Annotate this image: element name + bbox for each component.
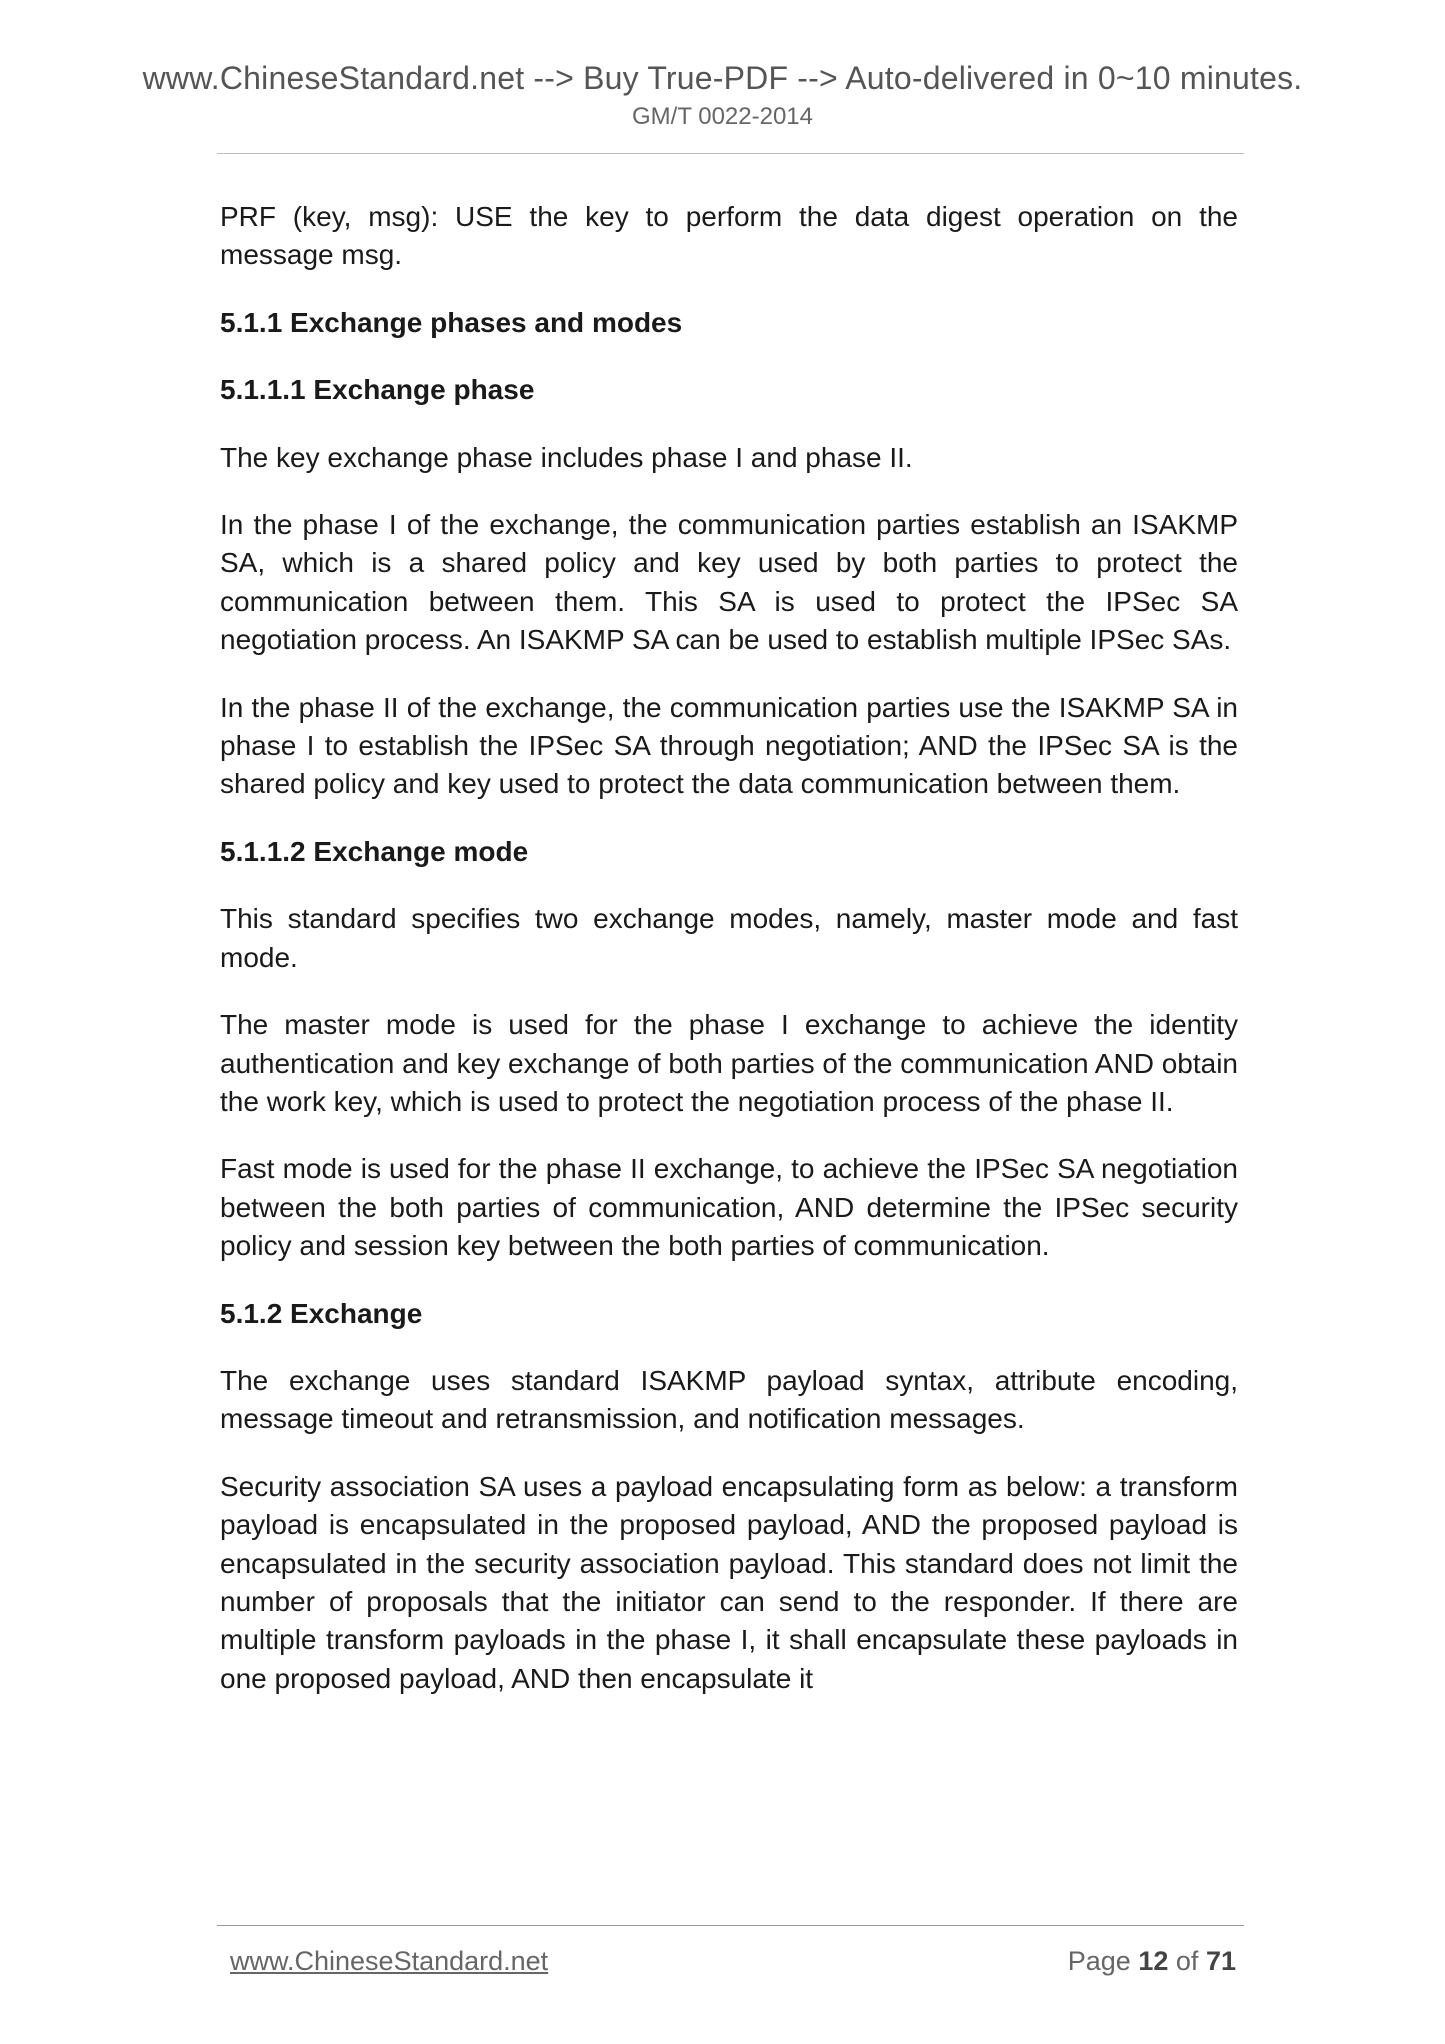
document-id: GM/T 0022-2014 [632, 103, 813, 130]
page-prefix: Page [1067, 1946, 1131, 1976]
paragraph-phase-1: In the phase I of the exchange, the communication parties establish an ISAKMP SA, which is a shared policy and key used by both parties to protect the communication between them. This SA is used to protect the IPSec SA negotiation process. An ISAKMP SA can be used to establish multiple IPSec SAs. [220, 509, 1238, 656]
footer-divider [217, 1925, 1244, 1926]
paragraph-modes: This standard specifies two exchange modes, namely, master mode and fast mode. [220, 903, 1238, 973]
page-content [220, 198, 1238, 1727]
paragraph-phase-intro: The key exchange phase includes phase I and phase II. [220, 441, 913, 473]
heading-5-1-1-1: 5.1.1.1 Exchange phase [220, 374, 535, 406]
paragraph-fast-mode: Fast mode is used for the phase II exchange, to achieve the IPSec SA negotiation between the both parties of communication, AND determine the IPSec security policy and session key between the both parties of communication. [220, 1153, 1238, 1262]
header-divider [217, 153, 1244, 154]
heading-5-1-1: 5.1.1 Exchange phases and modes [220, 306, 683, 338]
heading-5-1-2: 5.1.2 Exchange [220, 1297, 423, 1329]
heading-5-1-1-2: 5.1.1.2 Exchange mode [220, 835, 529, 867]
page-number [1068, 1944, 1236, 1978]
paragraph-security-association: Security association SA uses a payload encapsulating form as below: a transform payload is encapsulated in the proposed payload, AND the proposed payload is encapsulated in the security association payload. This standard does not limit the number of proposals that the initiator can send to the responder. If there are multiple transform payloads in the phase I, it shall encapsulate these payloads in one proposed payload, AND then encapsulate it [220, 1470, 1238, 1694]
footer-site-link[interactable]: www.ChineseStandard.net [230, 1946, 549, 1976]
paragraph-phase-2: In the phase II of the exchange, the communication parties use the ISAKMP SA in phase I to establish the IPSec SA through negotiation; AND the IPSec SA is the shared policy and key used to protect the data communication between them. [220, 691, 1238, 800]
page-current: 12 [1138, 1946, 1169, 1976]
paragraph-master-mode: The master mode is used for the phase I exchange to achieve the identity authentication and key exchange of both parties of the communication AND obtain the work key, which is used to protect the negotiation process of the phase II. [220, 1009, 1238, 1117]
header-banner: www.ChineseStandard.net --> Buy True-PDF --> Auto-delivered in 0~10 minutes. [142, 60, 1303, 96]
page-total: 71 [1205, 1946, 1236, 1976]
page-of: of [1175, 1946, 1199, 1976]
paragraph-exchange: The exchange uses standard ISAKMP payload syntax, attribute encoding, message timeout and retransmission, and notification messages. [220, 1364, 1238, 1435]
paragraph-prf: PRF (key, msg): USE the key to perform the data digest operation on the message msg. [220, 201, 1238, 271]
